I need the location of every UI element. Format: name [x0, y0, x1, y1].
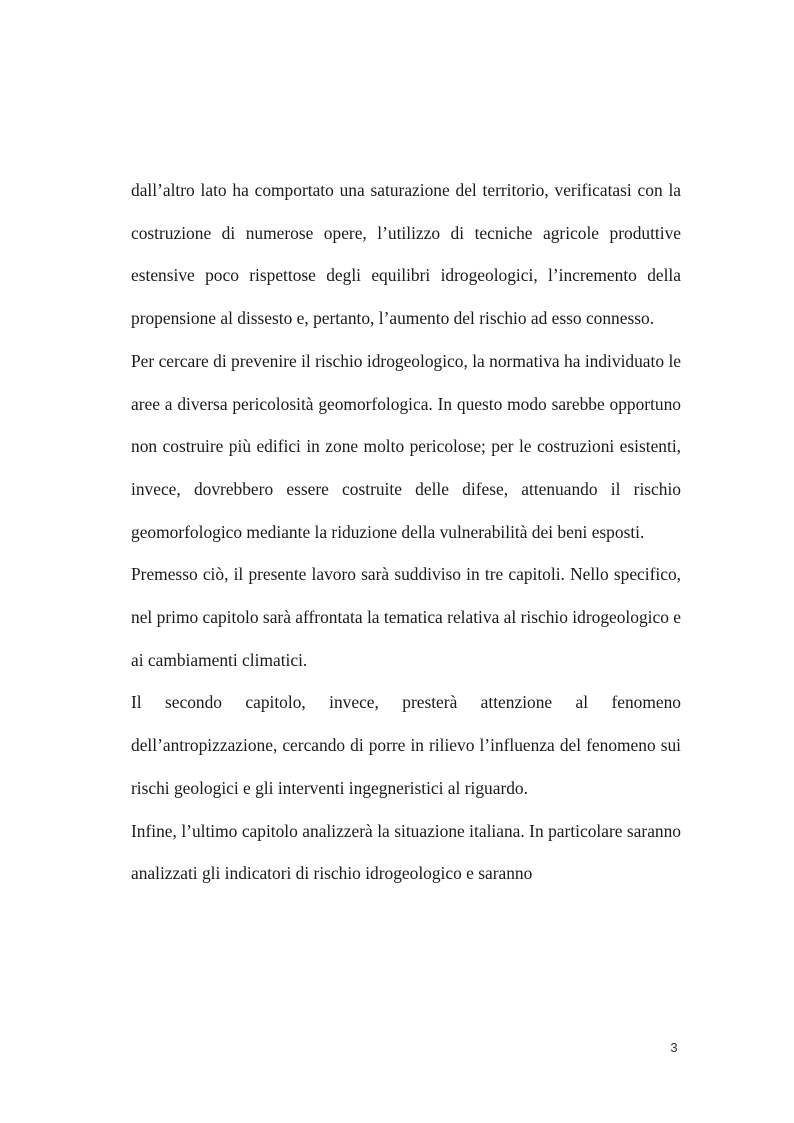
paragraph-5: Infine, l’ultimo capitolo analizzerà la situazione italiana. In particolare saranno analizzati gli indicatori di rischio idrogeologico e saranno	[131, 820, 681, 884]
paragraph-2: Per cercare di prevenire il rischio idrogeologico, la normativa ha individuato le aree a diversa pericolosità geomorfologica. In questo modo sarebbe opportuno non costruire più edifici in zone molto pericolose; per le costruzioni esistenti, invece, dovrebbero essere costruite delle difese, attenuando il rischio geomorfologico mediante la riduzione della vulnerabilità dei beni esposti.	[131, 350, 681, 542]
paragraph-3: Premesso ciò, il presente lavoro sarà suddiviso in tre capitoli. Nello specifico, nel primo capitolo sarà affrontata la tematica relativa al rischio idrogeologico e ai cambiamenti climatici.	[131, 564, 681, 670]
paragraph-4: Il secondo capitolo, invece, presterà attenzione al fenomeno dell’antropizzazione, cercando di porre in rilievo l’influenza del fenomeno sui rischi geologici e gli interventi ingegneristici al riguardo.	[131, 692, 681, 798]
body-text	[131, 169, 681, 895]
paragraph-1: dall’altro lato ha comportato una saturazione del territorio, verificatasi con la costruzione di numerose opere, l’utilizzo di tecniche agricole produttive estensive poco rispettose degli equilibri idrogeologici, l’incremento della propensione al dissesto e, pertanto, l’aumento del rischio ad esso connesso.	[131, 180, 681, 329]
page-number: 3	[670, 1040, 678, 1055]
